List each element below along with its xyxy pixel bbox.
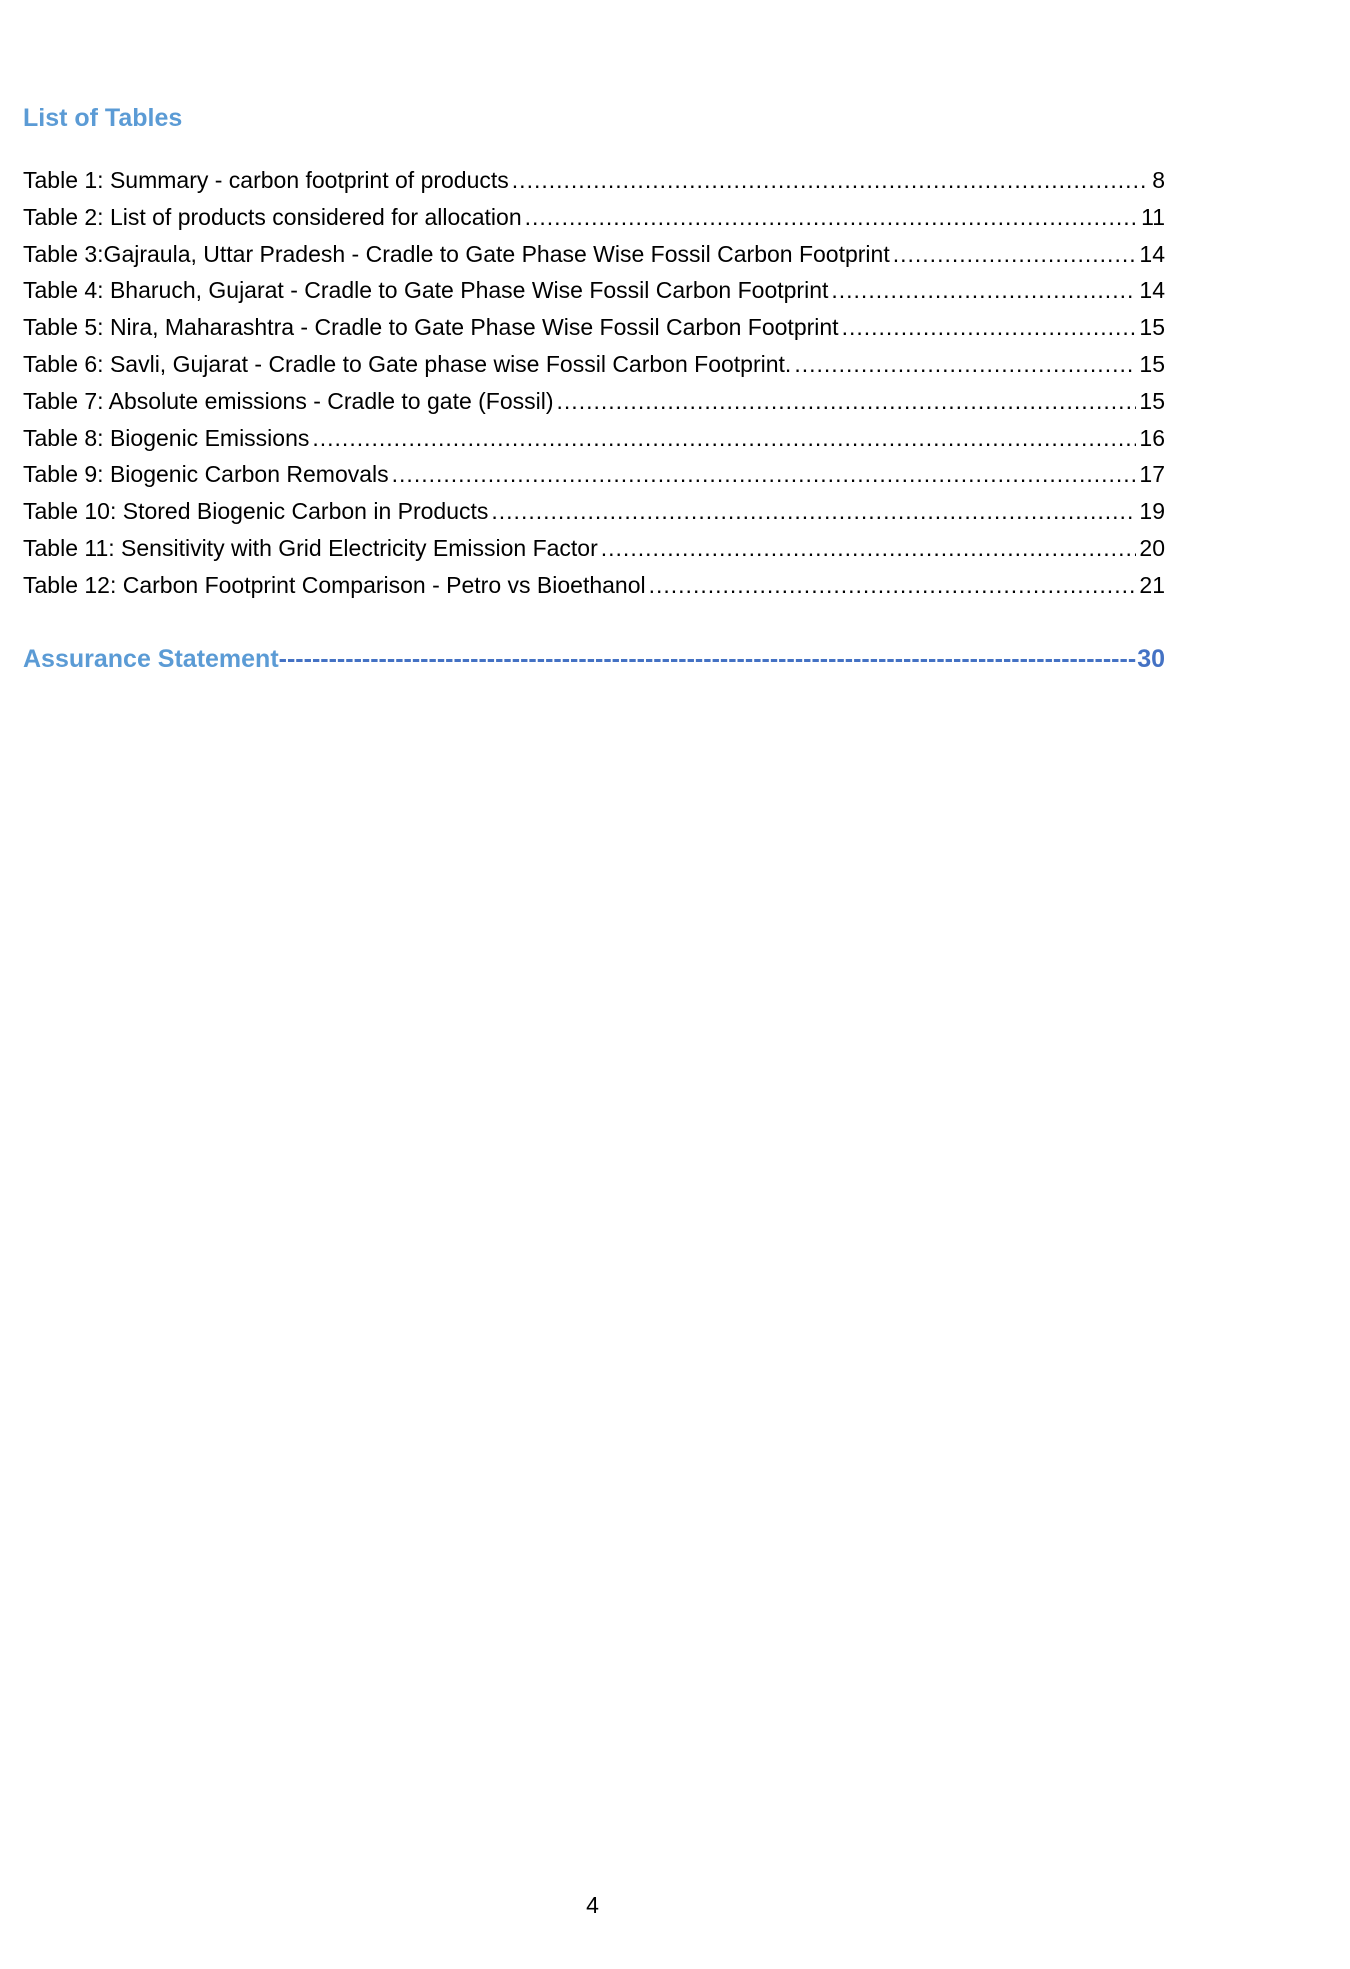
toc-entry-page: 15 <box>1139 314 1165 341</box>
dot-leader <box>392 456 1137 493</box>
dot-leader <box>491 493 1136 530</box>
assurance-statement-link[interactable] <box>23 641 1165 677</box>
toc-entry-label: Table 5: Nira, Maharashtra - Cradle to Gate Phase Wise Fossil Carbon Footprint <box>23 314 839 341</box>
toc-entry[interactable] <box>23 236 1165 273</box>
toc-entry-page: 19 <box>1139 498 1165 525</box>
toc-entry[interactable] <box>23 162 1165 199</box>
toc-entry[interactable] <box>23 567 1165 604</box>
dot-leader <box>312 420 1136 457</box>
toc-entry[interactable] <box>23 272 1165 309</box>
dot-leader <box>649 567 1137 604</box>
toc-entry-label: Table 12: Carbon Footprint Comparison - Petro vs Bioethanol <box>23 571 646 598</box>
toc-entry-page: 15 <box>1139 387 1165 414</box>
dot-leader <box>794 346 1136 383</box>
toc-entry-label: Table 6: Savli, Gujarat - Cradle to Gate phase wise Fossil Carbon Footprint. <box>23 350 792 377</box>
list-of-tables-heading: List of Tables <box>23 104 183 132</box>
toc-entry[interactable] <box>23 456 1165 493</box>
toc-entry[interactable] <box>23 493 1165 530</box>
dot-leader <box>512 162 1149 199</box>
page-number: 4 <box>586 1892 599 1918</box>
dot-leader <box>525 199 1138 236</box>
toc-entry-label: Table 8: Biogenic Emissions <box>23 424 310 451</box>
toc-entry-label: Table 3:Gajraula, Uttar Pradesh - Cradle to Gate Phase Wise Fossil Carbon Footprint <box>23 240 890 267</box>
toc-entry-page: 14 <box>1139 277 1165 304</box>
assurance-statement-label: Assurance Statement <box>23 645 279 673</box>
toc-entry[interactable] <box>23 346 1165 383</box>
dot-leader <box>893 236 1137 273</box>
dot-leader <box>831 272 1136 309</box>
toc-entry-page: 20 <box>1139 534 1165 561</box>
toc-entry-label: Table 4: Bharuch, Gujarat - Cradle to Gate Phase Wise Fossil Carbon Footprint <box>23 277 829 304</box>
toc-entry[interactable] <box>23 420 1165 457</box>
toc-entry-page: 8 <box>1152 167 1165 193</box>
toc-entry-label: Table 9: Biogenic Carbon Removals <box>23 461 389 488</box>
toc-entry-page: 15 <box>1139 350 1165 377</box>
toc-entry-label: Table 1: Summary - carbon footprint of products <box>23 167 509 193</box>
toc-entry-page: 21 <box>1139 571 1165 598</box>
toc-entry-label: Table 7: Absolute emissions - Cradle to gate (Fossil) <box>23 387 554 414</box>
toc-entry-page: 16 <box>1139 424 1165 451</box>
toc-entry[interactable] <box>23 199 1165 236</box>
toc-entry-page: 17 <box>1139 461 1165 488</box>
toc-entry[interactable] <box>23 309 1165 346</box>
toc-entry[interactable] <box>23 530 1165 567</box>
dash-leader <box>279 641 1138 677</box>
toc-entry-page: 11 <box>1141 203 1165 230</box>
dot-leader <box>601 530 1137 567</box>
toc-entry-label: Table 10: Stored Biogenic Carbon in Products <box>23 498 489 525</box>
dot-leader <box>842 309 1137 346</box>
dot-leader <box>557 383 1137 420</box>
toc-entry-label: Table 11: Sensitivity with Grid Electricity Emission Factor <box>23 534 598 561</box>
table-of-contents-list <box>23 162 1165 604</box>
toc-entry[interactable] <box>23 383 1165 420</box>
toc-entry-label: Table 2: List of products considered for allocation <box>23 203 522 230</box>
assurance-statement-page: 30 <box>1137 645 1165 673</box>
toc-entry-page: 14 <box>1139 240 1165 267</box>
